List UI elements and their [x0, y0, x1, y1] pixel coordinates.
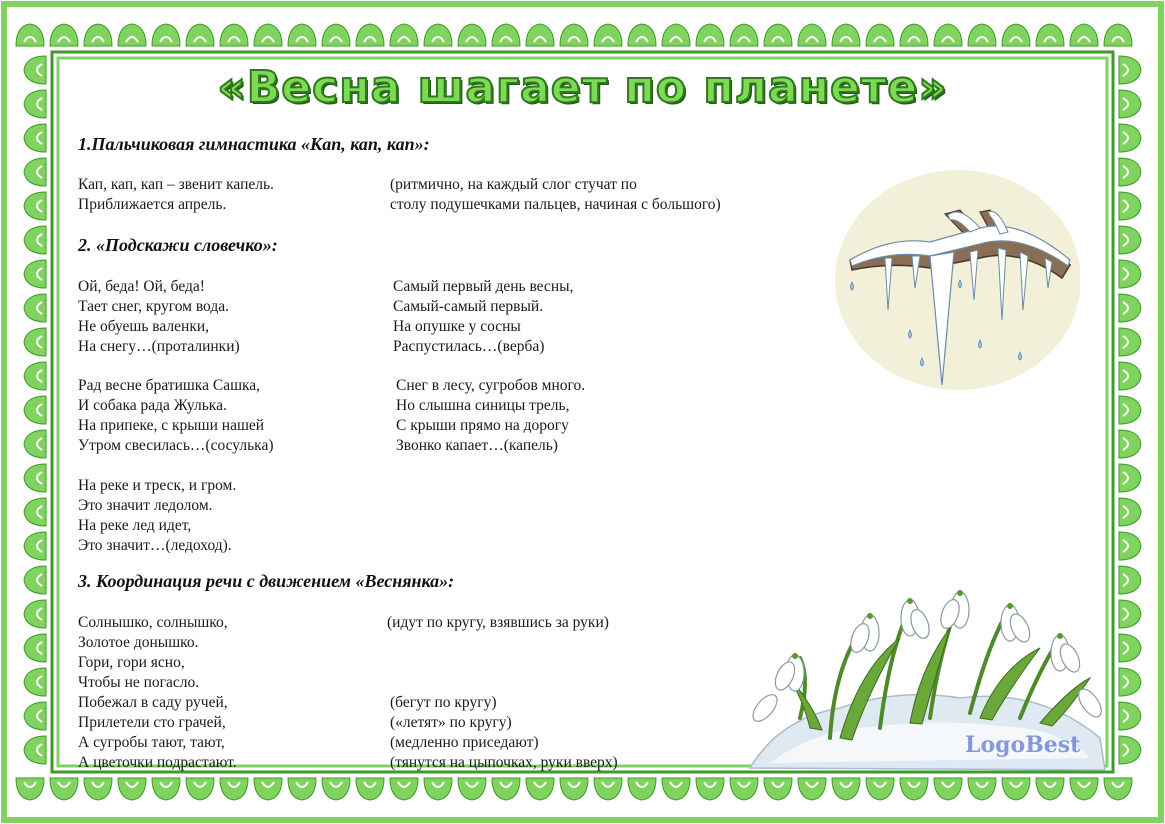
text-line: Снег в лесу, сугробов много.: [396, 377, 586, 394]
text-line: Побежал в саду ручей,: [78, 694, 228, 711]
text-line: Ой, беда! Ой, беда!: [78, 278, 205, 295]
text-line: Приближается апрель.: [78, 196, 227, 213]
section-2-heading: 2. «Подскажи словечко»:: [78, 235, 278, 255]
text-line: («летят» по кругу): [390, 714, 512, 731]
text-line: Это значит ледолом.: [78, 497, 213, 514]
section-3-heading: 3. Координация речи с движением «Веснянка»:: [78, 571, 455, 591]
text-line: (тянутся на цыпочках, руки вверх): [390, 754, 618, 771]
section-1-heading: 1.Пальчиковая гимнастика «Кап, кап, кап»:: [78, 134, 430, 154]
text-line: Самый-самый первый.: [393, 298, 544, 315]
text-line: На припеке, с крыши нашей: [78, 417, 265, 434]
text-line: Прилетели сто грачей,: [78, 714, 226, 731]
text-line: Золотое донышко.: [78, 634, 199, 651]
text-line: Это значит…(ледоход).: [78, 537, 232, 554]
text-line: Утром свесилась…(сосулька): [78, 437, 274, 454]
text-line: На реке лед идет,: [78, 517, 192, 534]
text-line: Распустилась…(верба): [393, 338, 545, 355]
text-line: (ритмично, на каждый слог стучат по: [390, 176, 637, 193]
text-line: Не обуешь валенки,: [78, 318, 210, 335]
text-line: А цветочки подрастают.: [78, 754, 237, 771]
text-line: С крыши прямо на дорогу: [396, 417, 569, 434]
text-line: Кап, кап, кап – звенит капель.: [78, 176, 274, 193]
text-line: Но слышна синицы трель,: [396, 397, 570, 414]
text-line: Солнышко, солнышко,: [78, 614, 228, 631]
text-line: (медленно приседают): [390, 734, 539, 751]
text-line: Чтобы не погасло.: [78, 674, 200, 691]
watermark-logo: LogoBest: [965, 732, 1081, 758]
text-line: А сугробы тают, тают,: [78, 734, 225, 751]
text-line: (идут по кругу, взявшись за руки): [387, 614, 609, 631]
text-line: Гори, гори ясно,: [78, 654, 185, 671]
text-line: (бегут по кругу): [390, 694, 497, 711]
page-title: «Весна шагает по планете»: [217, 62, 948, 113]
text-line: столу подушечками пальцев, начиная с большого): [390, 196, 721, 213]
icicle-branch-illustration: [830, 170, 1080, 400]
text-line: Рад весне братишка Сашка,: [78, 377, 261, 394]
text-line: На снегу…(проталинки): [78, 338, 240, 355]
text-line: На опушке у сосны: [393, 318, 521, 335]
text-line: Тает снег, кругом вода.: [78, 298, 229, 315]
text-line: И собака рада Жулька.: [78, 397, 227, 414]
text-line: Звонко капает…(капель): [396, 437, 558, 454]
text-line: Самый первый день весны,: [393, 278, 574, 295]
text-line: На реке и треск, и гром.: [78, 477, 237, 494]
